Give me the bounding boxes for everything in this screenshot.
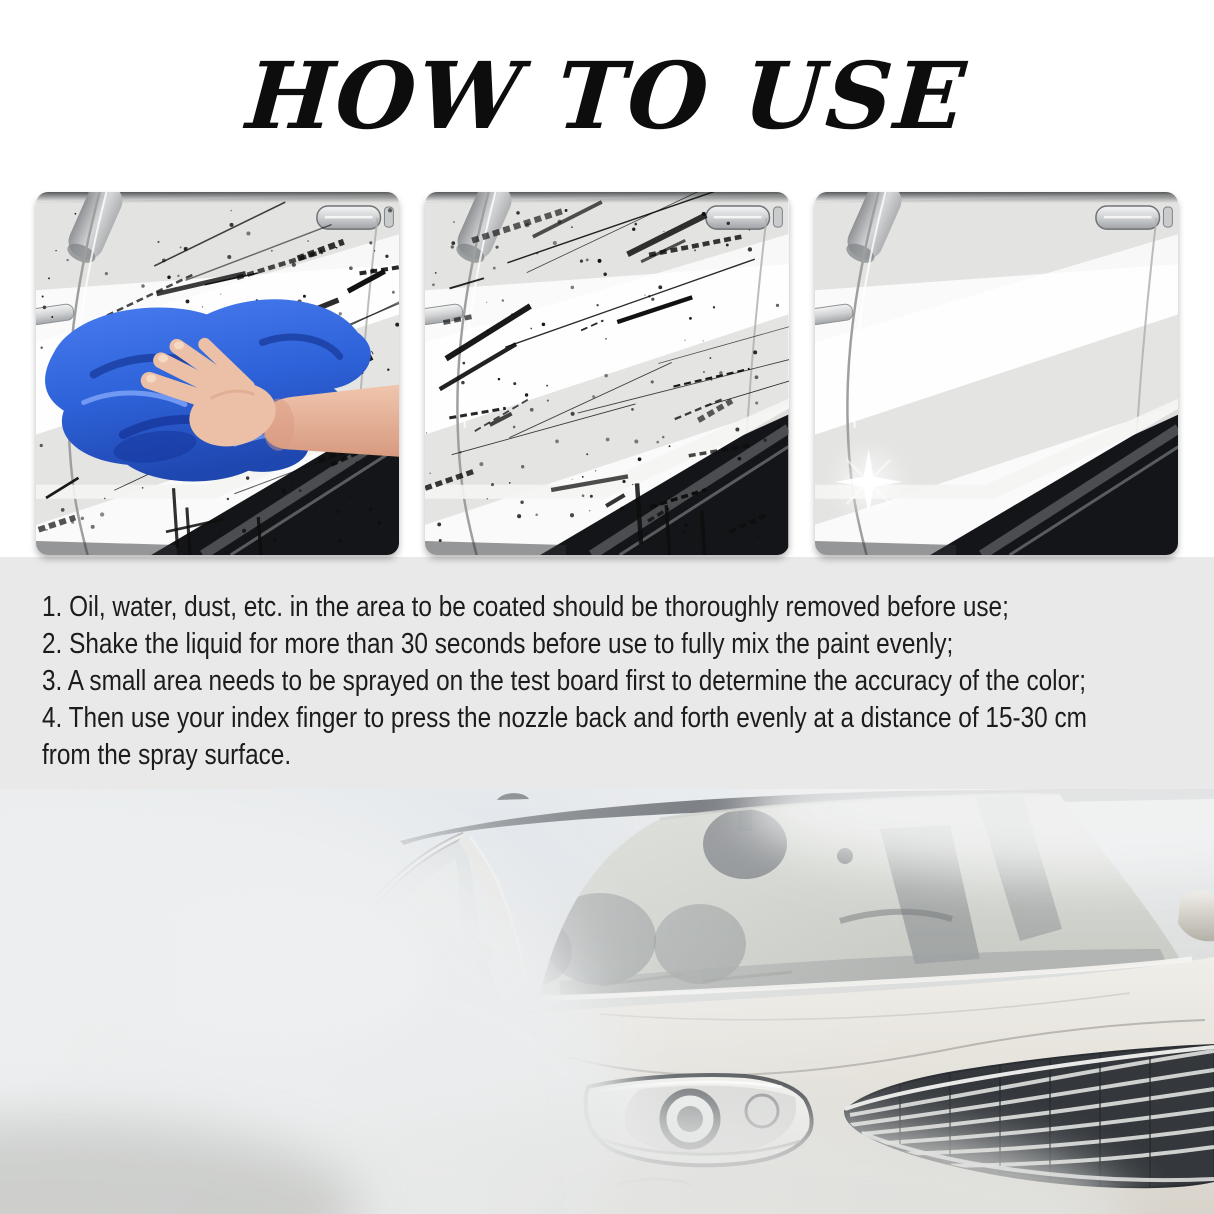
step-photos-row [0, 192, 1214, 555]
instructions-box [0, 557, 1214, 789]
car-in-fog-photo [0, 789, 1214, 1214]
instruction-line-1: 1. Oil, water, dust, etc. in the area to be coated should be thoroughly removed before use; [42, 591, 1009, 623]
wipe-scratched-surface-image [36, 192, 399, 555]
clean-surface-image [815, 192, 1178, 555]
instruction-line-2: 2. Shake the liquid for more than 30 seconds before use to fully mix the paint evenly; [42, 628, 954, 660]
instruction-line-5: from the spray surface. [42, 739, 292, 771]
instruction-line-4: 4. Then use your index finger to press the nozzle back and forth evenly at a distance of 15-30 cm [42, 702, 1087, 734]
instruction-steps [42, 589, 1184, 774]
step-photo-wipe-surface [36, 192, 399, 555]
step-photo-scratched-door [425, 192, 788, 555]
header [0, 0, 1214, 192]
instruction-line-3: 3. A small area needs to be sprayed on the test board first to determine the accuracy of the color; [42, 665, 1087, 697]
page-title: HOW TO USE [243, 42, 971, 150]
white-car-in-fog-image [0, 789, 1214, 1214]
scratched-surface-image [425, 192, 788, 555]
step-photo-restored-door [815, 192, 1178, 555]
